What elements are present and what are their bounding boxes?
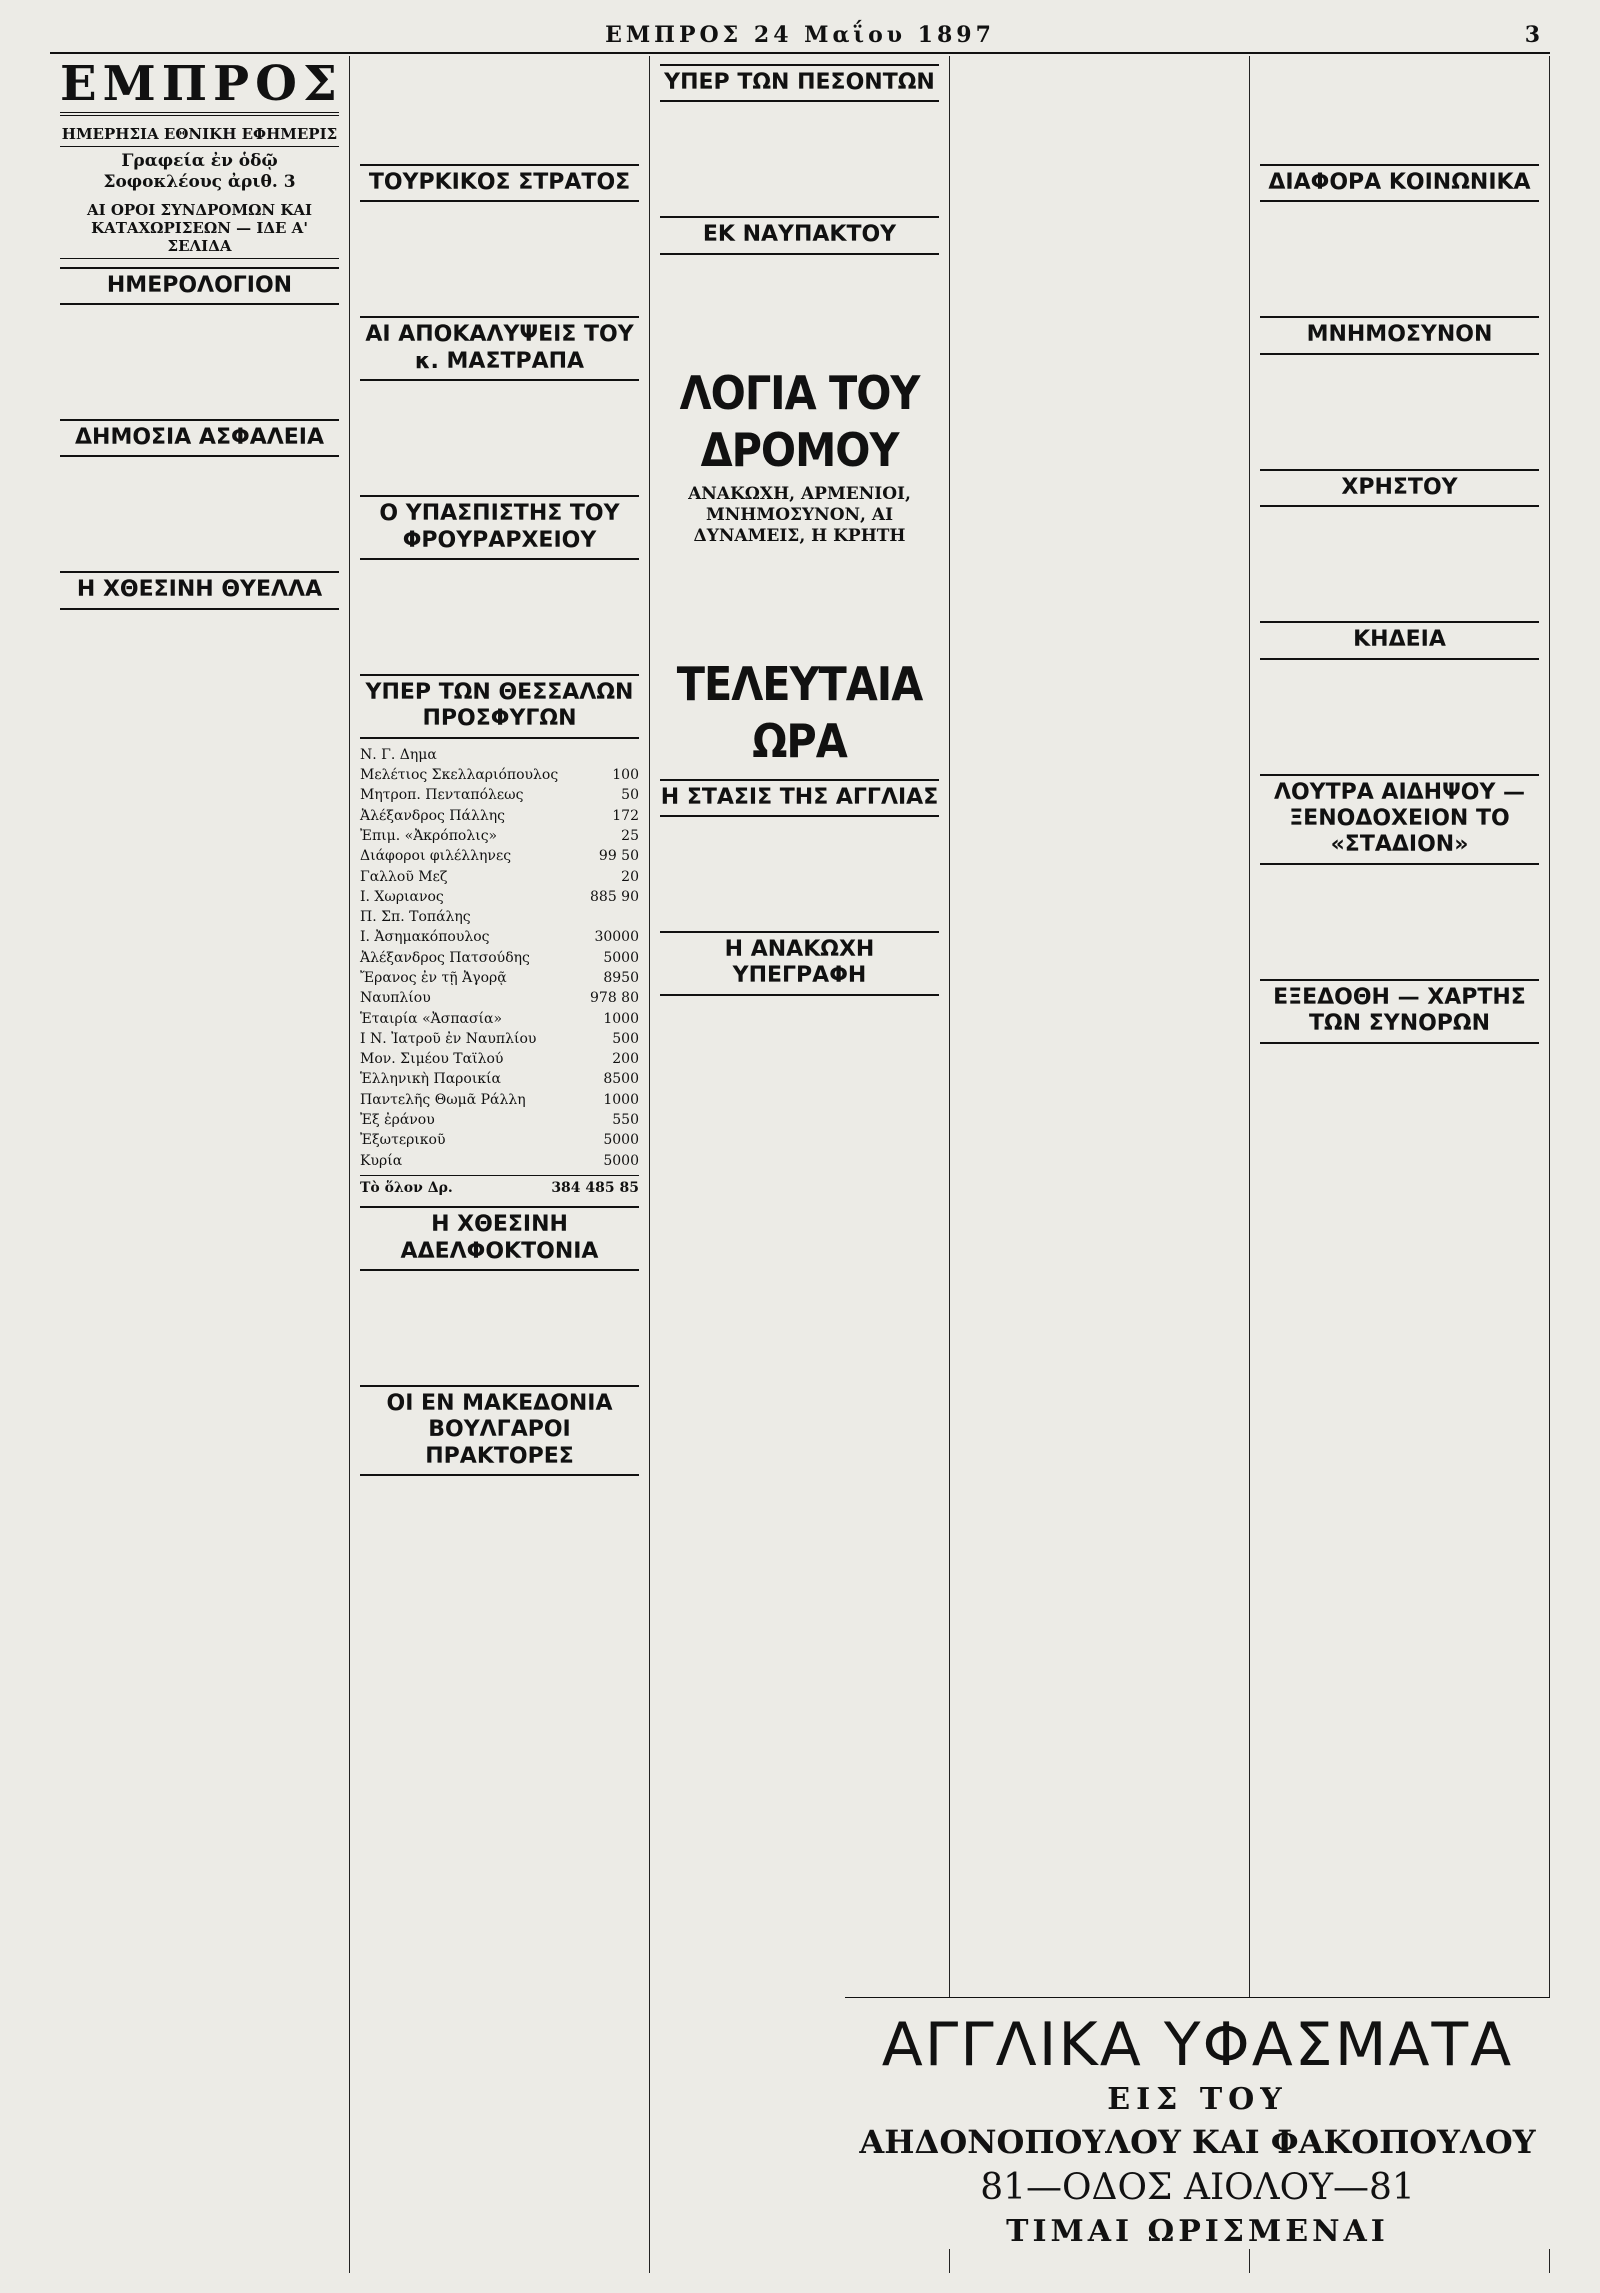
donation-row — [360, 907, 639, 927]
donation-amount: 5000 — [603, 1152, 639, 1169]
running-title: ΕΜΠΡΟΣ 24 Μαΐου 1897 — [605, 22, 995, 48]
street-talk-subtitle: ΑΝΑΚΩΧΗ, ΑΡΜΕΝΙΟΙ, ΜΝΗΜΟΣΥΝΟΝ, ΑΙ ΔΥΝΑΜΕΙΣ, Η ΚΡΗΤΗ — [688, 483, 911, 547]
donation-amount: 8950 — [603, 970, 639, 986]
donation-row — [360, 1090, 639, 1110]
donation-row — [360, 1049, 639, 1069]
masthead-subtitle: ΗΜΕΡΗΣΙΑ ΕΘΝΙΚΗ ΕΦΗΜΕΡΙΣ — [60, 122, 339, 147]
page-number: 3 — [1524, 22, 1540, 48]
donation-amount: 1000 — [603, 1010, 639, 1027]
donor-name: Ι. Χωριανος — [360, 888, 444, 905]
heading-funeral: ΚΗΔΕΙΑ — [1260, 621, 1539, 659]
heading-street-talk: ΛΟΓΙΑ ΤΟΥ ΔΡΟΜΟΥ — [679, 365, 920, 478]
donation-amount: 1000 — [603, 1091, 639, 1108]
donation-amount: 100 — [612, 767, 639, 784]
donation-amount: 99 50 — [598, 848, 639, 865]
heading-refugees: ΥΠΕΡ ΤΩΝ ΘΕΣΣΑΛΩΝ ΠΡΟΣΦΥΓΩΝ — [360, 674, 639, 739]
funeral-text — [1260, 666, 1539, 766]
donation-amount: 8500 — [603, 1071, 639, 1088]
column-1 — [50, 56, 350, 2273]
donor-name: Μον. Σιμέου Ταϊλού — [360, 1051, 504, 1068]
heading-nafpaktos: ΕΚ ΝΑΥΠΑΚΤΟΥ — [660, 216, 939, 254]
masthead: ΕΜΠΡΟΣ — [60, 56, 339, 116]
fratricide-text — [360, 1277, 639, 1377]
heading-christos: ΧΡΗΣΤΟΥ — [1260, 469, 1539, 507]
garrison-aide-text — [360, 566, 639, 666]
donation-row — [360, 1029, 639, 1049]
heading-turkish-army: ΤΟΥΡΚΙΚΟΣ ΣΤΡΑΤΟΣ — [360, 164, 639, 202]
donor-name: Ἐξωτερικοῦ — [360, 1132, 446, 1149]
donor-name: Ἀλέξανδρος Πατσούδης — [360, 949, 530, 966]
column-5 — [1250, 56, 1550, 2273]
heading-last-hour: ΤΕΛΕΥΤΑΙΑ ΩΡΑ — [676, 656, 923, 769]
donor-name: Διάφοροι φιλέλληνες — [360, 848, 512, 865]
masthead-address: Γραφεία ἐν ὁδῷ Σοφοκλέους ἀριθ. 3 — [103, 151, 296, 193]
heading-memorial: ΜΝΗΜΟΣΥΝΟΝ — [1260, 316, 1539, 354]
running-header — [50, 18, 1550, 54]
donation-row — [360, 846, 639, 866]
donation-total — [360, 1175, 639, 1198]
heading-calendar: ΗΜΕΡΟΛΟΓΙΟΝ — [60, 267, 339, 305]
donation-amount: 200 — [612, 1051, 639, 1068]
macedonia-text — [360, 1482, 639, 1582]
heading-armistice: Η ΑΝΑΚΩΧΗ ΥΠΕΓΡΑΦΗ — [660, 931, 939, 996]
revelations-text — [360, 387, 639, 487]
ad-fixed-prices: ΤΙΜΑΙ ΩΡΙΣΜΕΝΑΙ — [1006, 2214, 1389, 2249]
donation-row — [360, 927, 639, 947]
turkish-army-text — [360, 208, 639, 308]
donation-amount: 978 80 — [590, 990, 639, 1007]
armistice-text — [660, 1002, 939, 1102]
donor-name: Μητροπ. Πενταπόλεως — [360, 787, 524, 804]
donation-amount: 20 — [621, 868, 639, 885]
donation-row — [360, 745, 639, 765]
donation-row — [360, 1110, 639, 1130]
donation-row — [360, 1069, 639, 1089]
column-5-intro — [1260, 56, 1539, 156]
donor-name: Ἐπιμ. «Ἀκρόπολις» — [360, 827, 498, 844]
donor-name: Παντελῆς Θωμᾶ Ράλλη — [360, 1091, 526, 1108]
heading-social-news: ΔΙΑΦΟΡΑ ΚΟΙΝΩΝΙΚΑ — [1260, 164, 1539, 202]
heading-fallen: ΥΠΕΡ ΤΩΝ ΠΕΣΟΝΤΩΝ — [660, 64, 939, 102]
donor-name: Γαλλοῦ Μεζ — [360, 868, 448, 885]
england-stance-text — [660, 823, 939, 923]
public-security-text — [60, 463, 339, 563]
donation-row — [360, 867, 639, 887]
donation-row — [360, 887, 639, 907]
heading-fratricide: Η ΧΘΕΣΙΝΗ ΑΔΕΛΦΟΚΤΟΝΙΑ — [360, 1206, 639, 1271]
donor-name: Ἀλέξανδρος Πάλλης — [360, 807, 505, 824]
ad-title: ΑΓΓΛΙΚΑ ΥΦΑΣΜΑΤΑ — [881, 2010, 1514, 2080]
donation-row — [360, 1130, 639, 1150]
storm-text — [60, 616, 339, 716]
donor-name: Π. Σπ. Τοπάλης — [360, 909, 471, 926]
heading-baths: ΛΟΥΤΡΑ ΑΙΔΗΨΟΥ — ΞΕΝΟΔΟΧΕΙΟΝ ΤΟ «ΣΤΑΔΙΟΝ» — [1260, 774, 1539, 865]
ad-store-name: ΑΗΔΟΝΟΠΟΥΛΟΥ ΚΑΙ ΦΑΚΟΠΟΥΛΟΥ — [859, 2123, 1536, 2161]
donation-row — [360, 765, 639, 785]
heading-revelations: ΑΙ ΑΠΟΚΑΛΥΨΕΙΣ ΤΟΥ κ. ΜΑΣΤΡΑΠΑ — [360, 316, 639, 381]
donation-amount: 5000 — [603, 949, 639, 966]
christos-text — [1260, 513, 1539, 613]
donation-total-label: Τὸ ὅλον Δρ. — [360, 1179, 453, 1196]
donor-name: Κυρία — [360, 1152, 403, 1169]
donation-row — [360, 948, 639, 968]
donor-name: Ἔρανος ἐν τῇ Ἀγορᾷ — [360, 970, 507, 986]
donation-amount: 172 — [612, 807, 639, 824]
donor-name: Ναυπλίου — [360, 990, 431, 1007]
street-talk-text — [660, 552, 939, 652]
heading-macedonia: ΟΙ ΕΝ ΜΑΚΕΔΟΝΙΑ ΒΟΥΛΓΑΡΟΙ ΠΡΑΚΤΟΡΕΣ — [360, 1385, 639, 1476]
ad-at: ΕΙΣ ΤΟΥ — [1107, 2082, 1288, 2117]
column-3 — [650, 56, 950, 2273]
donor-name: Μελέτιος Σκελλαριόπουλος — [360, 767, 559, 784]
column-4-text — [960, 56, 1239, 156]
column-2 — [350, 56, 650, 2273]
donation-amount: 50 — [621, 787, 639, 804]
column-4 — [950, 56, 1250, 2273]
heading-border-map: ΕΞΕΔΟΘΗ — ΧΑΡΤΗΣ ΤΩΝ ΣΥΝΟΡΩΝ — [1260, 979, 1539, 1044]
donation-amount: 500 — [612, 1030, 639, 1047]
subscription-terms: ΑΙ ΟΡΟΙ ΣΥΝΔΡΟΜΩΝ ΚΑΙ ΚΑΤΑΧΩΡΙΣΕΩΝ — ΙΔΕ Α' ΣΕΛΙΔΑ — [60, 198, 339, 259]
donation-amount: 550 — [612, 1112, 639, 1129]
donation-amount: 5000 — [603, 1132, 639, 1149]
donation-row — [360, 826, 639, 846]
border-map-text — [1260, 1050, 1539, 1150]
donation-row — [360, 1151, 639, 1171]
baths-text — [1260, 871, 1539, 971]
donor-name: Ἑλληνικὴ Παροικία — [360, 1071, 502, 1088]
donation-amount: 885 90 — [590, 888, 639, 905]
donation-row — [360, 968, 639, 988]
donation-row — [360, 785, 639, 805]
ad-address: 81—ΟΔΟΣ ΑΙΟΛΟΥ—81 — [980, 2167, 1415, 2208]
calendar-text — [60, 311, 339, 411]
donor-name: Ν. Γ. Δημα — [360, 746, 437, 763]
fallen-text — [660, 108, 939, 208]
nafpaktos-text — [660, 261, 939, 361]
heading-storm: Η ΧΘΕΣΙΝΗ ΘΥΕΛΛΑ — [60, 571, 339, 609]
donor-name: Ἑταιρία «Ἀσπασία» — [360, 1010, 503, 1027]
heading-public-security: ΔΗΜΟΣΙΑ ΑΣΦΑΛΕΙΑ — [60, 419, 339, 457]
donation-total-amount: 384 485 85 — [551, 1179, 639, 1196]
donation-row — [360, 806, 639, 826]
donation-amount: 25 — [621, 827, 639, 844]
donor-name: Ι. Ἀσημακόπουλος — [360, 929, 490, 946]
fabric-advertisement — [845, 1997, 1550, 2249]
donation-row — [360, 1009, 639, 1029]
social-news-text — [1260, 208, 1539, 308]
donor-name: Ἐξ ἐράνου — [360, 1112, 435, 1129]
columns — [50, 56, 1550, 2273]
donor-name: Ι Ν. Ἰατροῦ ἐν Ναυπλίου — [360, 1030, 537, 1047]
donation-list — [360, 745, 639, 1171]
memorial-text — [1260, 361, 1539, 461]
column-2-intro — [360, 56, 639, 156]
donation-row — [360, 988, 639, 1008]
heading-garrison-aide: Ο ΥΠΑΣΠΙΣΤΗΣ ΤΟΥ ΦΡΟΥΡΑΡΧΕΙΟΥ — [360, 495, 639, 560]
donation-amount: 30000 — [594, 929, 639, 946]
heading-england-stance: Η ΣΤΑΣΙΣ ΤΗΣ ΑΓΓΛΙΑΣ — [660, 779, 939, 817]
